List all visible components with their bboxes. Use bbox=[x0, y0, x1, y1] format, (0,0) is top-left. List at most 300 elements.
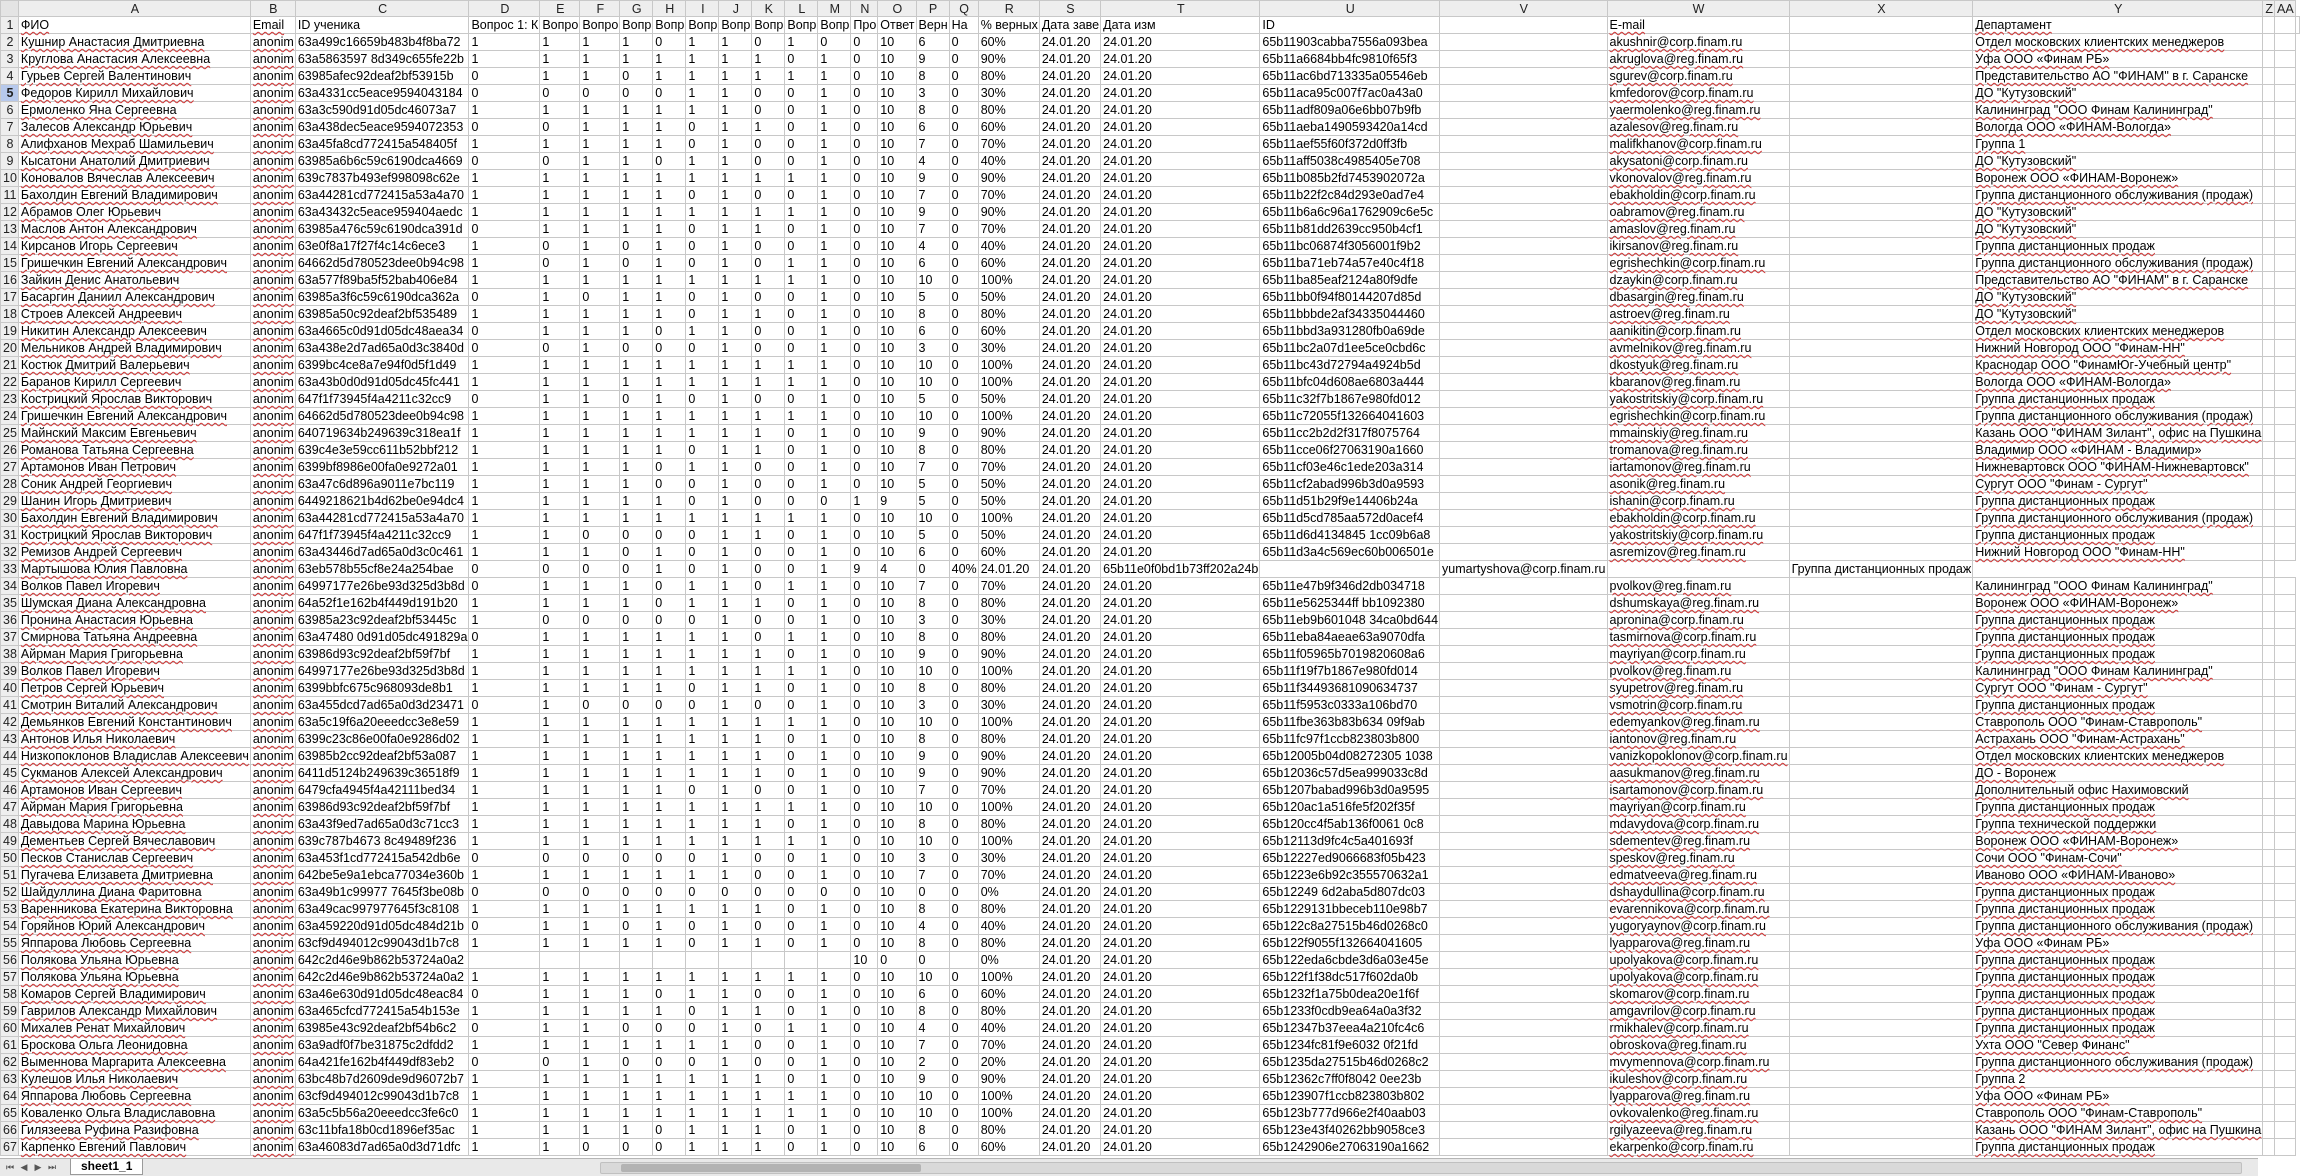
cell[interactable]: 0 bbox=[949, 799, 978, 816]
cell[interactable] bbox=[1607, 238, 1789, 255]
cell[interactable] bbox=[1789, 680, 1973, 697]
cell[interactable] bbox=[2263, 493, 2275, 510]
cell[interactable] bbox=[1789, 221, 1973, 238]
cell[interactable] bbox=[250, 697, 295, 714]
cell[interactable]: 1 bbox=[752, 51, 785, 68]
cell[interactable]: 1 bbox=[540, 1105, 580, 1122]
cell[interactable]: 1 bbox=[752, 833, 785, 850]
cell[interactable]: 5 bbox=[916, 476, 949, 493]
cell[interactable] bbox=[1440, 374, 1607, 391]
cell[interactable]: 1 bbox=[620, 442, 653, 459]
cell[interactable]: 24.01.20 bbox=[1101, 731, 1260, 748]
cell[interactable] bbox=[1440, 102, 1607, 119]
cell[interactable]: 24.01.20 bbox=[1101, 935, 1260, 952]
cell[interactable]: 0 bbox=[653, 1139, 686, 1156]
cell[interactable]: 24.01.20 bbox=[1039, 357, 1100, 374]
cell[interactable]: 0 bbox=[851, 306, 878, 323]
cell[interactable]: 1 bbox=[620, 493, 653, 510]
column-header-g[interactable]: G bbox=[620, 1, 653, 17]
cell[interactable]: 1 bbox=[818, 1122, 851, 1139]
cell[interactable] bbox=[1789, 1071, 1973, 1088]
cell[interactable] bbox=[1440, 119, 1607, 136]
cell[interactable]: Ответ bbox=[878, 17, 916, 34]
cell[interactable]: 65b120cc4f5ab136f0061 0c8 bbox=[1260, 816, 1440, 833]
cell[interactable]: Про bbox=[851, 17, 878, 34]
cell[interactable]: 8 bbox=[916, 1122, 949, 1139]
cell[interactable]: 24.01.20 bbox=[1101, 969, 1260, 986]
cell[interactable] bbox=[2274, 833, 2295, 850]
cell[interactable] bbox=[2263, 306, 2275, 323]
cell[interactable]: 100% bbox=[978, 374, 1039, 391]
cell[interactable]: 1 bbox=[469, 1122, 540, 1139]
cell[interactable]: 70% bbox=[978, 578, 1039, 595]
cell[interactable] bbox=[2274, 901, 2295, 918]
cell[interactable] bbox=[2263, 459, 2275, 476]
cell[interactable]: 1 bbox=[620, 221, 653, 238]
cell[interactable]: 1 bbox=[653, 391, 686, 408]
cell[interactable]: 7 bbox=[916, 136, 949, 153]
cell[interactable]: 1 bbox=[818, 544, 851, 561]
cell[interactable] bbox=[1789, 1020, 1973, 1037]
cell[interactable]: 0 bbox=[949, 85, 978, 102]
cell[interactable]: 24.01.20 bbox=[1039, 1122, 1100, 1139]
cell[interactable]: 63a438e2d7ad65a0d3c3840d bbox=[295, 340, 469, 357]
cell[interactable]: 639c787b4673 8c49489f236 bbox=[295, 833, 469, 850]
cell[interactable] bbox=[18, 272, 250, 289]
cell[interactable] bbox=[2274, 663, 2295, 680]
cell[interactable]: 1 bbox=[752, 119, 785, 136]
cell[interactable]: 10 bbox=[878, 680, 916, 697]
cell[interactable]: 0 bbox=[851, 714, 878, 731]
cell[interactable]: 0 bbox=[580, 561, 620, 578]
cell[interactable]: 1 bbox=[540, 1122, 580, 1139]
cell[interactable]: 1 bbox=[653, 357, 686, 374]
cell[interactable]: 0 bbox=[752, 986, 785, 1003]
cell[interactable] bbox=[1607, 918, 1789, 935]
cell[interactable]: 24.01.20 bbox=[1101, 476, 1260, 493]
cell[interactable]: 1 bbox=[719, 1088, 752, 1105]
cell[interactable]: 65b1232f1a75b0dea20e1f6f bbox=[1260, 986, 1440, 1003]
cell[interactable] bbox=[250, 1139, 295, 1156]
cell[interactable]: 24.01.20 bbox=[1039, 425, 1100, 442]
cell[interactable] bbox=[1440, 255, 1607, 272]
cell[interactable]: 1 bbox=[620, 459, 653, 476]
cell[interactable]: 0 bbox=[686, 306, 719, 323]
cell[interactable]: 0 bbox=[752, 612, 785, 629]
cell[interactable] bbox=[2263, 935, 2275, 952]
cell[interactable]: 0 bbox=[620, 255, 653, 272]
cell[interactable] bbox=[2274, 629, 2295, 646]
cell[interactable]: 10 bbox=[878, 119, 916, 136]
row-number[interactable]: 65 bbox=[1, 1105, 19, 1122]
cell[interactable] bbox=[1973, 714, 2263, 731]
cell[interactable]: 1 bbox=[580, 986, 620, 1003]
column-header-a[interactable]: A bbox=[18, 1, 250, 17]
cell[interactable]: 642c2d46e9b862b53724a0a2 bbox=[295, 969, 469, 986]
cell[interactable]: 0 bbox=[653, 85, 686, 102]
cell[interactable]: 7 bbox=[916, 187, 949, 204]
cell[interactable]: 1 bbox=[580, 408, 620, 425]
cell[interactable]: 1 bbox=[580, 374, 620, 391]
cell[interactable]: 10 bbox=[916, 272, 949, 289]
row-number[interactable]: 28 bbox=[1, 476, 19, 493]
cell[interactable]: 1 bbox=[785, 578, 818, 595]
row-number[interactable]: 67 bbox=[1, 1139, 19, 1156]
cell[interactable]: 1 bbox=[580, 1037, 620, 1054]
cell[interactable]: 1 bbox=[620, 357, 653, 374]
cell[interactable]: 0 bbox=[540, 612, 580, 629]
cell[interactable]: 24.01.20 bbox=[1039, 272, 1100, 289]
cell[interactable]: 1 bbox=[818, 595, 851, 612]
cell[interactable]: 1 bbox=[540, 969, 580, 986]
row-number[interactable]: 41 bbox=[1, 697, 19, 714]
cell[interactable]: 0 bbox=[752, 697, 785, 714]
cell[interactable]: Дата изм bbox=[1101, 17, 1260, 34]
cell[interactable]: 1 bbox=[719, 731, 752, 748]
cell[interactable]: 63a44281cd772415a53a4a70 bbox=[295, 187, 469, 204]
cell[interactable]: 24.01.20 bbox=[1039, 442, 1100, 459]
cell[interactable]: 1 bbox=[469, 306, 540, 323]
cell[interactable]: 10 bbox=[878, 663, 916, 680]
cell[interactable] bbox=[1789, 799, 1973, 816]
cell[interactable]: 0 bbox=[949, 306, 978, 323]
cell[interactable]: 65b11bbbde2af34335044460 bbox=[1260, 306, 1440, 323]
column-header-t[interactable]: T bbox=[1101, 1, 1260, 17]
cell[interactable] bbox=[2263, 17, 2275, 34]
cell[interactable]: 0 bbox=[851, 969, 878, 986]
cell[interactable]: 1 bbox=[540, 765, 580, 782]
cell[interactable]: 24.01.20 bbox=[1101, 1105, 1260, 1122]
cell[interactable] bbox=[18, 238, 250, 255]
column-header-i[interactable]: I bbox=[686, 1, 719, 17]
scrollbar-thumb[interactable] bbox=[621, 1164, 921, 1172]
cell[interactable]: 24.01.20 bbox=[1101, 629, 1260, 646]
row-number[interactable]: 12 bbox=[1, 204, 19, 221]
cell[interactable]: 10 bbox=[878, 867, 916, 884]
cell[interactable]: 4 bbox=[916, 153, 949, 170]
cell[interactable]: 63985afec92deaf2bf53915b bbox=[295, 68, 469, 85]
cell[interactable] bbox=[1973, 969, 2263, 986]
cell[interactable]: 6411d5124b249639c36518f9 bbox=[295, 765, 469, 782]
cell[interactable] bbox=[250, 306, 295, 323]
cell[interactable]: 10 bbox=[878, 1088, 916, 1105]
row-number[interactable]: 26 bbox=[1, 442, 19, 459]
cell[interactable]: 0 bbox=[686, 119, 719, 136]
cell[interactable]: 10 bbox=[878, 1071, 916, 1088]
cell[interactable]: 24.01.20 bbox=[1039, 1105, 1100, 1122]
cell[interactable]: 1 bbox=[540, 374, 580, 391]
cell[interactable]: 1 bbox=[653, 1071, 686, 1088]
cell[interactable]: 24.01.20 bbox=[1101, 425, 1260, 442]
cell[interactable]: 1 bbox=[719, 255, 752, 272]
cell[interactable]: 1 bbox=[686, 510, 719, 527]
cell[interactable]: 24.01.20 bbox=[1101, 1139, 1260, 1156]
cell[interactable] bbox=[1440, 986, 1607, 1003]
cell[interactable]: yumartyshova@corp.finam.ru bbox=[1440, 561, 1607, 578]
cell[interactable]: 0 bbox=[916, 884, 949, 901]
cell[interactable] bbox=[2263, 544, 2275, 561]
cell[interactable]: 9 bbox=[916, 425, 949, 442]
cell[interactable]: 70% bbox=[978, 867, 1039, 884]
cell[interactable] bbox=[1789, 935, 1973, 952]
cell[interactable]: 63a46e630d91d05dc48eac84 bbox=[295, 986, 469, 1003]
row-number[interactable]: 22 bbox=[1, 374, 19, 391]
cell[interactable]: 1 bbox=[752, 663, 785, 680]
cell[interactable] bbox=[2274, 578, 2295, 595]
cell[interactable] bbox=[1789, 595, 1973, 612]
cell[interactable]: 1 bbox=[719, 714, 752, 731]
cell[interactable]: 63a45fa8cd772415a548405f bbox=[295, 136, 469, 153]
cell[interactable]: 80% bbox=[978, 901, 1039, 918]
cell[interactable] bbox=[1440, 952, 1607, 969]
cell[interactable]: 1 bbox=[469, 799, 540, 816]
cell[interactable]: 1 bbox=[469, 1003, 540, 1020]
cell[interactable] bbox=[1440, 816, 1607, 833]
cell[interactable] bbox=[2274, 255, 2295, 272]
cell[interactable]: 10 bbox=[878, 1037, 916, 1054]
cell[interactable] bbox=[1973, 850, 2263, 867]
cell[interactable]: 0 bbox=[785, 935, 818, 952]
cell[interactable]: 1 bbox=[580, 476, 620, 493]
cell[interactable] bbox=[785, 952, 818, 969]
cell[interactable] bbox=[18, 1122, 250, 1139]
cell[interactable]: 0 bbox=[851, 238, 878, 255]
cell[interactable] bbox=[1973, 102, 2263, 119]
cell[interactable]: 1 bbox=[851, 493, 878, 510]
column-header-r[interactable]: R bbox=[978, 1, 1039, 17]
cell[interactable] bbox=[2295, 17, 2299, 34]
cell[interactable]: 0 bbox=[851, 1105, 878, 1122]
cell[interactable]: 10 bbox=[916, 714, 949, 731]
cell[interactable]: 1 bbox=[580, 1122, 620, 1139]
cell[interactable]: 10 bbox=[878, 578, 916, 595]
cell[interactable] bbox=[2274, 272, 2295, 289]
row-number[interactable]: 21 bbox=[1, 357, 19, 374]
cell[interactable] bbox=[1973, 1003, 2263, 1020]
cell[interactable]: 65b11c32f7b1867e980fd012 bbox=[1260, 391, 1440, 408]
cell[interactable]: 65b11f19f7b1867e980fd014 bbox=[1260, 663, 1440, 680]
cell[interactable]: 0 bbox=[785, 527, 818, 544]
cell[interactable]: 0 bbox=[540, 85, 580, 102]
cell[interactable]: 1 bbox=[719, 697, 752, 714]
cell[interactable]: 63a46083d7ad65a0d3d71dfc bbox=[295, 1139, 469, 1156]
cell[interactable] bbox=[250, 119, 295, 136]
cell[interactable]: 1 bbox=[620, 1105, 653, 1122]
cell[interactable]: 0 bbox=[653, 850, 686, 867]
cell[interactable]: 1 bbox=[469, 527, 540, 544]
cell[interactable] bbox=[1973, 1088, 2263, 1105]
cell[interactable] bbox=[18, 595, 250, 612]
cell[interactable]: 1 bbox=[540, 476, 580, 493]
cell[interactable]: 1 bbox=[620, 187, 653, 204]
cell[interactable]: 0 bbox=[686, 850, 719, 867]
cell[interactable]: 1 bbox=[620, 833, 653, 850]
cell[interactable]: 1 bbox=[620, 986, 653, 1003]
cell[interactable]: 0 bbox=[949, 272, 978, 289]
cell[interactable]: 1 bbox=[686, 51, 719, 68]
cell[interactable]: 65b11d3a4c569ec60b006501e bbox=[1260, 544, 1440, 561]
cell[interactable]: 0 bbox=[752, 782, 785, 799]
row-number[interactable]: 58 bbox=[1, 986, 19, 1003]
cell[interactable]: 0 bbox=[785, 561, 818, 578]
cell[interactable]: 0 bbox=[785, 459, 818, 476]
cell[interactable] bbox=[2274, 493, 2295, 510]
cell[interactable]: 1 bbox=[818, 119, 851, 136]
cell[interactable]: 8 bbox=[916, 935, 949, 952]
cell[interactable]: 24.01.20 bbox=[1039, 969, 1100, 986]
cell[interactable]: 1 bbox=[540, 425, 580, 442]
cell[interactable]: 0 bbox=[851, 391, 878, 408]
cell[interactable]: 0 bbox=[686, 442, 719, 459]
cell[interactable]: 63986d93c92deaf2bf59f7bf bbox=[295, 799, 469, 816]
cell[interactable] bbox=[1973, 442, 2263, 459]
row-number[interactable]: 25 bbox=[1, 425, 19, 442]
cell[interactable] bbox=[1789, 1054, 1973, 1071]
cell[interactable]: 1 bbox=[469, 969, 540, 986]
cell[interactable] bbox=[250, 850, 295, 867]
cell[interactable]: 0 bbox=[851, 221, 878, 238]
cell[interactable] bbox=[18, 391, 250, 408]
cell[interactable]: 1 bbox=[540, 782, 580, 799]
cell[interactable]: Вопро bbox=[580, 17, 620, 34]
cell[interactable]: 0 bbox=[851, 748, 878, 765]
cell[interactable] bbox=[1440, 799, 1607, 816]
column-header-f[interactable]: F bbox=[580, 1, 620, 17]
cell[interactable]: 1 bbox=[580, 425, 620, 442]
cell[interactable]: 1 bbox=[818, 476, 851, 493]
cell[interactable]: 0 bbox=[851, 1020, 878, 1037]
cell[interactable]: 1 bbox=[540, 935, 580, 952]
cell[interactable]: 0 bbox=[851, 289, 878, 306]
cell[interactable]: 639c4e3e59cc611b52bbf212 bbox=[295, 442, 469, 459]
cell[interactable]: 0 bbox=[785, 867, 818, 884]
cell[interactable] bbox=[18, 170, 250, 187]
cell[interactable]: 1 bbox=[818, 153, 851, 170]
cell[interactable]: 1 bbox=[469, 646, 540, 663]
cell[interactable]: 1 bbox=[818, 1105, 851, 1122]
cell[interactable]: 10 bbox=[878, 799, 916, 816]
cell[interactable]: 1 bbox=[752, 510, 785, 527]
row-number[interactable]: 34 bbox=[1, 578, 19, 595]
cell[interactable]: 0 bbox=[686, 697, 719, 714]
cell[interactable]: 1 bbox=[580, 1020, 620, 1037]
cell[interactable]: 64a421fe162b4f449df83eb2 bbox=[295, 1054, 469, 1071]
cell[interactable]: 1 bbox=[540, 493, 580, 510]
cell[interactable] bbox=[1973, 221, 2263, 238]
cell[interactable]: 0 bbox=[752, 34, 785, 51]
cell[interactable]: 0 bbox=[785, 697, 818, 714]
cell[interactable]: 1 bbox=[818, 85, 851, 102]
cell[interactable]: 10 bbox=[878, 340, 916, 357]
row-number[interactable]: 8 bbox=[1, 136, 19, 153]
cell[interactable]: 65b12362c7ff0f8042 0ee23b bbox=[1260, 1071, 1440, 1088]
cell[interactable] bbox=[2263, 510, 2275, 527]
cell[interactable]: 1 bbox=[620, 1037, 653, 1054]
cell[interactable]: 0 bbox=[469, 153, 540, 170]
cell[interactable]: 1 bbox=[653, 646, 686, 663]
cell[interactable]: 10 bbox=[878, 935, 916, 952]
cell[interactable]: 1 bbox=[719, 493, 752, 510]
cell[interactable] bbox=[1789, 697, 1973, 714]
cell[interactable]: 10 bbox=[878, 527, 916, 544]
cell[interactable]: 1 bbox=[580, 102, 620, 119]
cell[interactable]: 10 bbox=[878, 272, 916, 289]
cell[interactable] bbox=[250, 85, 295, 102]
cell[interactable] bbox=[18, 986, 250, 1003]
cell[interactable]: 1 bbox=[752, 595, 785, 612]
column-header-l[interactable]: L bbox=[785, 1, 818, 17]
cell[interactable] bbox=[250, 612, 295, 629]
cell[interactable]: 1 bbox=[580, 918, 620, 935]
cell[interactable]: 1 bbox=[580, 119, 620, 136]
cell[interactable] bbox=[1973, 612, 2263, 629]
cell[interactable]: 63a438dec5eace9594072353 bbox=[295, 119, 469, 136]
cell[interactable]: Вопр bbox=[752, 17, 785, 34]
cell[interactable]: 24.01.20 bbox=[1039, 1139, 1100, 1156]
cell[interactable]: 24.01.20 bbox=[1101, 289, 1260, 306]
cell[interactable]: 1 bbox=[469, 714, 540, 731]
cell[interactable]: 1 bbox=[540, 697, 580, 714]
cell[interactable]: 0 bbox=[785, 646, 818, 663]
cell[interactable] bbox=[1607, 765, 1789, 782]
cell[interactable] bbox=[250, 578, 295, 595]
cell[interactable]: 1 bbox=[818, 561, 851, 578]
cell[interactable] bbox=[2274, 969, 2295, 986]
cell[interactable]: 1 bbox=[719, 119, 752, 136]
cell[interactable]: 90% bbox=[978, 748, 1039, 765]
cell[interactable]: Вопр bbox=[620, 17, 653, 34]
cell[interactable] bbox=[2263, 187, 2275, 204]
cell[interactable]: 50% bbox=[978, 289, 1039, 306]
cell[interactable]: 70% bbox=[978, 459, 1039, 476]
cell[interactable] bbox=[1789, 493, 1973, 510]
cell[interactable]: 10 bbox=[878, 476, 916, 493]
cell[interactable]: 0 bbox=[949, 935, 978, 952]
cell[interactable]: 7 bbox=[916, 578, 949, 595]
cell[interactable]: 3 bbox=[916, 85, 949, 102]
cell[interactable] bbox=[653, 952, 686, 969]
cell[interactable]: 10 bbox=[878, 697, 916, 714]
column-header-d[interactable]: D bbox=[469, 1, 540, 17]
row-number[interactable]: 4 bbox=[1, 68, 19, 85]
cell[interactable]: 65b11bbd3a931280fb0a69de bbox=[1260, 323, 1440, 340]
cell[interactable]: 1 bbox=[818, 1003, 851, 1020]
cell[interactable] bbox=[1440, 850, 1607, 867]
cell[interactable]: 0 bbox=[653, 612, 686, 629]
cell[interactable] bbox=[1440, 714, 1607, 731]
cell[interactable] bbox=[250, 1088, 295, 1105]
cell[interactable] bbox=[2274, 680, 2295, 697]
cell[interactable]: 1 bbox=[818, 1088, 851, 1105]
cell[interactable]: 0 bbox=[653, 578, 686, 595]
cell[interactable]: 24.01.20 bbox=[1039, 527, 1100, 544]
cell[interactable]: 0 bbox=[851, 204, 878, 221]
cell[interactable] bbox=[18, 697, 250, 714]
cell[interactable] bbox=[18, 561, 250, 578]
cell[interactable]: 24.01.20 bbox=[1039, 170, 1100, 187]
cell[interactable]: 1 bbox=[818, 136, 851, 153]
cell[interactable]: 1 bbox=[785, 833, 818, 850]
cell[interactable] bbox=[1789, 663, 1973, 680]
cell[interactable] bbox=[2274, 323, 2295, 340]
cell[interactable]: 24.01.20 bbox=[1039, 918, 1100, 935]
cell[interactable]: 0 bbox=[752, 850, 785, 867]
cell[interactable]: 1 bbox=[653, 1037, 686, 1054]
cell[interactable] bbox=[1973, 748, 2263, 765]
cell[interactable]: 0 bbox=[653, 1122, 686, 1139]
cell[interactable]: 1 bbox=[580, 782, 620, 799]
cell[interactable]: 0 bbox=[785, 680, 818, 697]
